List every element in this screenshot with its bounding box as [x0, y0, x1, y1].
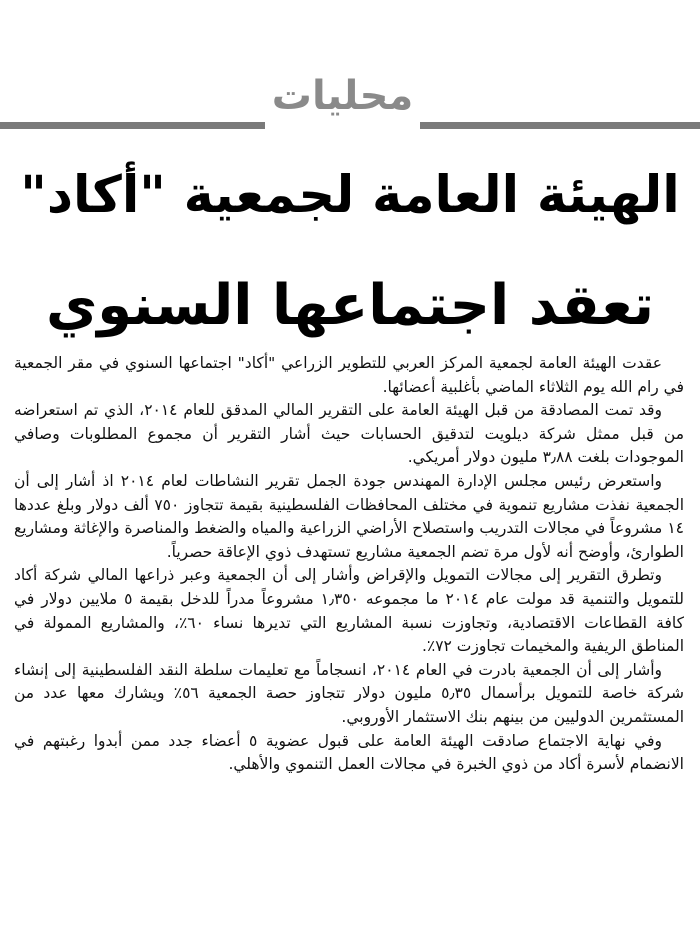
article-paragraph: وفي نهاية الاجتماع صادقت الهيئة العامة على قبول عضوية ٥ أعضاء جدد ممن أبدوا رغبتهم في الانضمام لأسرة أكاد من ذوي الخبرة في مجالات العمل التنموي والأهلي.: [14, 731, 684, 774]
headline-line-1: الهيئة العامة لجمعية "أكاد": [20, 166, 680, 225]
article-paragraph: واستعرض رئيس مجلس الإدارة المهندس جودة الجمل تقرير النشاطات لعام ٢٠١٤ اذ أشار إلى أن الجمعية نفذت مشاريع تنموية في مختلف المحافظات الفلسطينية بقيمة تتجاوز ٧٥٠ ألف دولار وبلغ عددها ١٤ مشروعاً في مجالات التدريب واستصلاح الأراضي الزراعية والمياه والضغط والمناصرة والإغاثة ومشاريع الطوارئ، وأوضح أنه لأول مرة تضم الجمعية مشاريع تستهدف ذوي الإعاقة حصرياً.: [14, 471, 685, 561]
section-rule-right: [420, 122, 700, 129]
section-rule-left: [0, 122, 265, 129]
headline-line-2: تعقد اجتماعها السنوي: [45, 273, 654, 338]
article-paragraph: وتطرق التقرير إلى مجالات التمويل والإقراض وأشار إلى أن الجمعية وعبر ذراعها المالي شركة أكاد للتمويل والتنمية قد مولت عام ٢٠١٤ ما مجموعه ١٫٣٥٠ مشروعاً مدراً للدخل بقيمة ٥ ملايين دولار في كافة القطاعات الاقتصادية، وتجاوزت نسبة المشاريع التي تديرها نساء ٦٠٪، والمشاريع الممولة في المناطق الريفية والمخيمات تجاوزت ٧٢٪.: [14, 566, 684, 656]
article-paragraph: عقدت الهيئة العامة لجمعية المركز العربي للتطوير الزراعي "أكاد" اجتماعها السنوي في مقر الجمعية في رام الله يوم الثلاثاء الماضي بأغلبية أعضائها.: [14, 354, 684, 396]
article-paragraph: وأشار إلى أن الجمعية بادرت في العام ٢٠١٤، انسجاماً مع تعليمات سلطة النقد الفلسطينية إلى إنشاء شركة خاصة للتمويل برأسمال ٥٫٣٥ مليون دولار تتجاوز حصة الجمعية ٥٦٪ ويشارك معها عدد من المستثمرين الدوليين من بينهم بنك الاستثمار الأوروبي.: [14, 660, 684, 726]
article-paragraph: وقد تمت المصادقة من قبل الهيئة العامة على التقرير المالي المدقق للعام ٢٠١٤، الذي تم استعراضه من قبل ممثل شركة ديلويت لتدقيق الحسابات حيث أشار التقرير أن مجموع المطلوبات وصافي الموجودات بلغت ٣٫٨٨ مليون دولار أمريكي.: [14, 401, 684, 467]
article-body: [14, 352, 684, 777]
section-label: محليات: [271, 73, 414, 119]
